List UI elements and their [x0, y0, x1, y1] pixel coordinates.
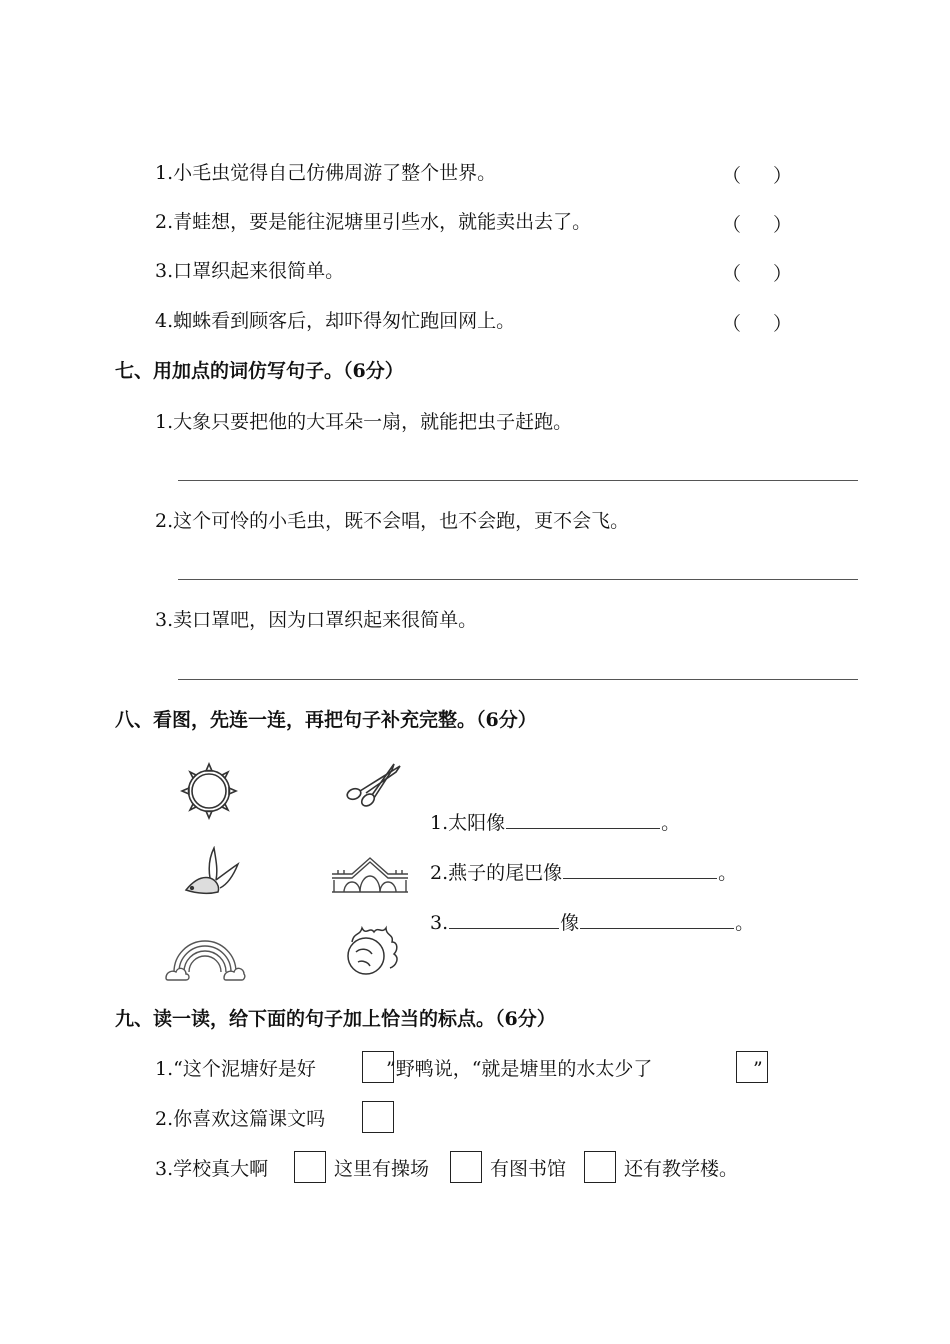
fill-sentence-3: 3. 像 。: [430, 908, 754, 935]
punct-q1-part-c: ”: [753, 1058, 763, 1080]
punct-q3-part-c: 有图书馆: [490, 1158, 567, 1180]
judge-item-1: 1.小毛虫觉得自己仿佛周游了整个世界。: [155, 162, 497, 184]
answer-paren-4[interactable]: （ ）: [722, 313, 792, 335]
bridge-icon[interactable]: [330, 852, 410, 894]
swallow-icon[interactable]: [180, 846, 240, 898]
punct-q1-part-b: ”野鸭说，“就是塘里的水太少了: [386, 1058, 653, 1080]
punct-box-3c[interactable]: [584, 1151, 616, 1183]
answer-line-2[interactable]: [178, 579, 858, 580]
scissors-icon[interactable]: [342, 760, 404, 808]
fireball-icon[interactable]: [340, 922, 402, 980]
rainbow-icon[interactable]: [164, 928, 246, 982]
judge-item-4: 4.蜘蛛看到顾客后，却吓得匆忙跑回网上。: [155, 310, 516, 332]
answer-paren-2[interactable]: （ ）: [722, 214, 792, 236]
punct-box-3b[interactable]: [450, 1151, 482, 1183]
section-8-title: 八、看图，先连一连，再把句子补充完整。（6分）: [115, 709, 537, 731]
answer-paren-3[interactable]: （ ）: [722, 263, 792, 285]
punct-q3-part-a: 3.学校真大啊: [155, 1158, 269, 1180]
blank-2[interactable]: [563, 858, 717, 879]
section-9-title: 九、读一读，给下面的句子加上恰当的标点。（6分）: [115, 1008, 556, 1030]
imitate-item-2: 2.这个可怜的小毛虫，既不会唱，也不会跑，更不会飞。: [155, 510, 630, 532]
judge-item-2: 2.青蛙想，要是能往泥塘里引些水，就能卖出去了。: [155, 211, 592, 233]
blank-3b[interactable]: [580, 908, 734, 929]
answer-line-3[interactable]: [178, 679, 858, 680]
section-7-title: 七、用加点的词仿写句子。（6分）: [115, 360, 404, 382]
answer-line-1[interactable]: [178, 480, 858, 481]
punct-q3-part-b: 这里有操场: [334, 1158, 430, 1180]
punct-q1-part-a: 1.“这个泥塘好是好: [155, 1058, 316, 1080]
punct-q3-part-d: 还有教学楼。: [624, 1158, 739, 1180]
punct-box-2[interactable]: [362, 1101, 394, 1133]
punct-box-1b[interactable]: [736, 1051, 768, 1083]
fill-sentence-1: 1.太阳像 。: [430, 808, 680, 835]
fill-sentence-2: 2.燕子的尾巴像 。: [430, 858, 737, 885]
blank-1[interactable]: [506, 808, 660, 829]
judge-item-3: 3.口罩织起来很简单。: [155, 260, 345, 282]
imitate-item-3: 3.卖口罩吧，因为口罩织起来很简单。: [155, 609, 478, 631]
blank-3a[interactable]: [449, 908, 559, 929]
answer-paren-1[interactable]: （ ）: [722, 165, 792, 187]
punct-q2-text: 2.你喜欢这篇课文吗: [155, 1108, 326, 1130]
sun-icon[interactable]: [180, 762, 238, 820]
imitate-item-1: 1.大象只要把他的大耳朵一扇，就能把虫子赶跑。: [155, 411, 573, 433]
punct-box-3a[interactable]: [294, 1151, 326, 1183]
